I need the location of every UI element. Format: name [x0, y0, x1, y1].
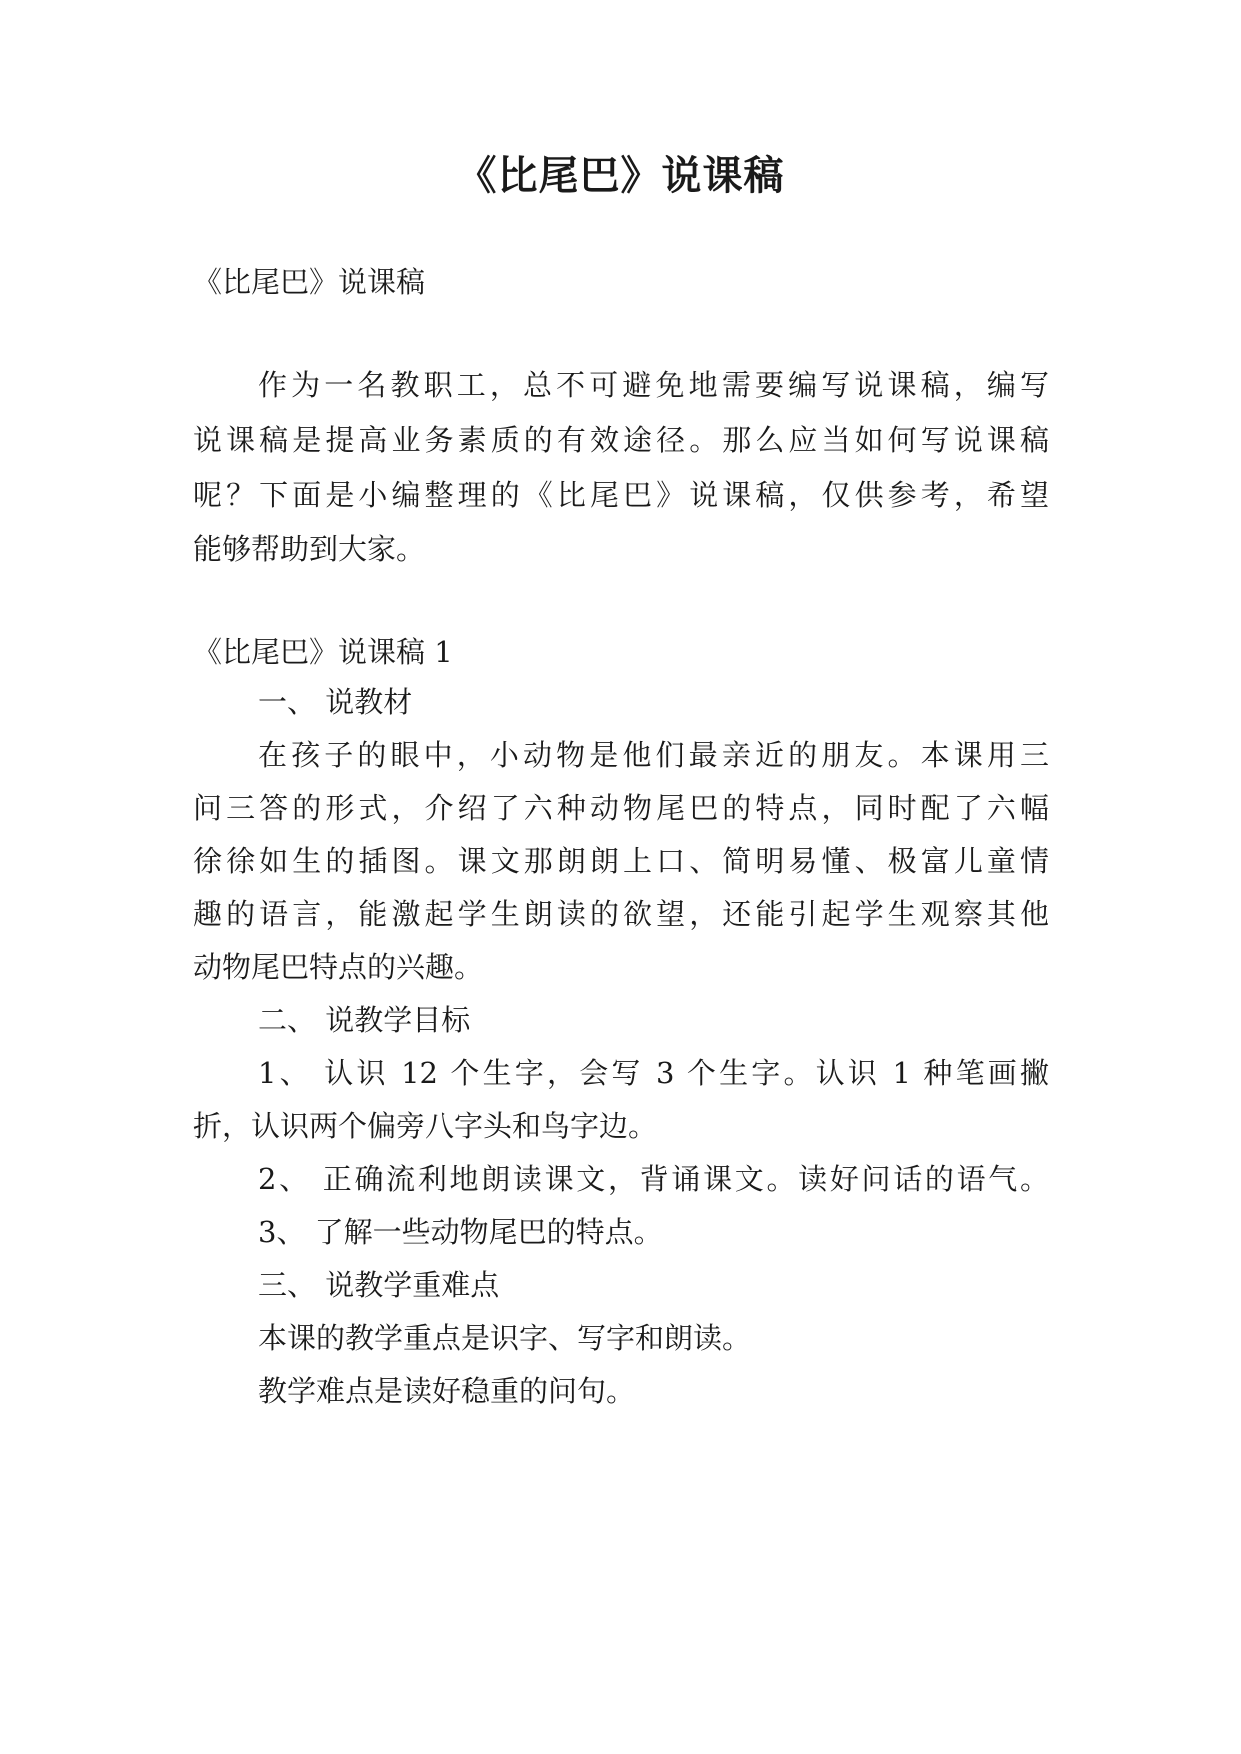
section-title: 《比尾巴》说课稿 1 [193, 635, 453, 669]
document-title: 《比尾巴》说课稿 [456, 153, 785, 199]
paragraph-line: 徐徐如生的插图。课文那朗朗上口、简明易懂、极富儿童情 [193, 844, 1049, 878]
subtitle: 《比尾巴》说课稿 [193, 265, 426, 299]
intro-line: 作为一名教职工，总不可避免地需要编写说课稿，编写 [258, 368, 1049, 402]
goal-item: 3、 了解一些动物尾巴的特点。 [258, 1215, 663, 1249]
heading-teaching-goals: 二、 说教学目标 [258, 1003, 471, 1037]
intro-line: 能够帮助到大家。 [193, 532, 426, 566]
key-point: 本课的教学重点是识字、写字和朗读。 [258, 1321, 752, 1355]
paragraph-line: 动物尾巴特点的兴趣。 [193, 950, 484, 984]
paragraph-line: 趣的语言，能激起学生朗读的欲望，还能引起学生观察其他 [193, 897, 1049, 931]
paragraph-line: 问三答的形式，介绍了六种动物尾巴的特点，同时配了六幅 [193, 791, 1049, 825]
goal-item: 2、 正确流利地朗读课文，背诵课文。读好问话的语气。 [258, 1162, 1049, 1196]
intro-line: 说课稿是提高业务素质的有效途径。那么应当如何写说课稿 [193, 423, 1049, 457]
heading-key-difficult-points: 三、 说教学重难点 [258, 1268, 500, 1302]
paragraph-line: 在孩子的眼中，小动物是他们最亲近的朋友。本课用三 [258, 738, 1049, 772]
goal-item: 折，认识两个偏旁八字头和鸟字边。 [193, 1109, 658, 1143]
heading-teaching-material: 一、 说教材 [258, 685, 413, 719]
goal-item: 1、 认识 12 个生字，会写 3 个生字。认识 1 种笔画撇 [258, 1056, 1049, 1090]
intro-line: 呢？下面是小编整理的《比尾巴》说课稿，仅供参考，希望 [193, 478, 1049, 512]
difficulty-point: 教学难点是读好稳重的问句。 [258, 1374, 636, 1408]
